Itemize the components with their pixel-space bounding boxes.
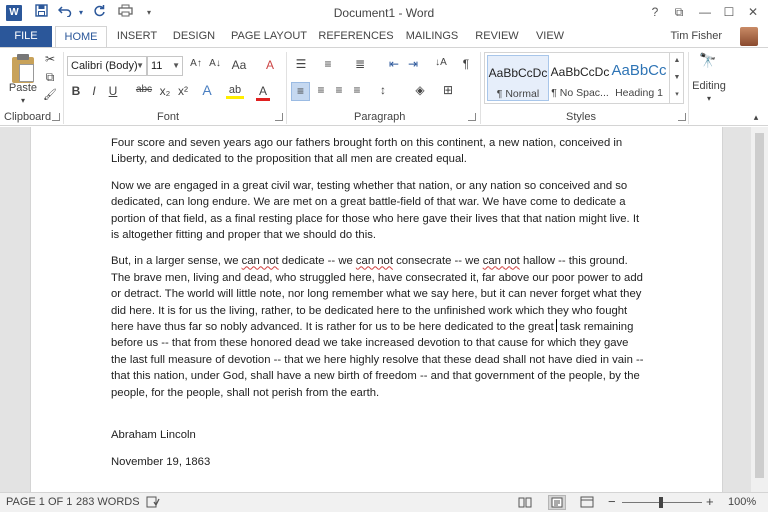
clipboard-launcher-icon[interactable] — [52, 113, 60, 121]
document-page[interactable] — [30, 127, 723, 492]
styles-down-icon[interactable]: ▼ — [673, 74, 681, 81]
paragraph-3: But, in a larger sense, we can not dedicate -- we can not consecrate -- we can not hallow -- this ground. The brave men, living and dead, who struggled here, have consecrated it, far above our poor power to add or detract. The world will little note, nor long remember what we say here, but it can never forget what they did here. It is for us the living, rather, to be dedicated here to the unfinished work which they who fought here have thus far so nobly advanced. It is rather for us to be here dedicated to the great task remaining before us -- that from these honored dead we take increased devotion to that cause for which they gave the last full measure of devotion -- that we here highly resolve that these dead shall not have died in vain -- that this nation, under God, shall have a new birth of freedom -- and that government of the people, by the people, for the people, shall not perish from the earth. — [111, 255, 644, 399]
paste-button[interactable]: Paste — [8, 82, 38, 94]
zoom-slider-thumb[interactable] — [659, 497, 663, 508]
bold-button[interactable]: B — [71, 84, 81, 98]
superscript-button[interactable]: x² — [178, 84, 188, 98]
tab-references[interactable]: REFERENCES — [318, 30, 394, 42]
paragraph-1: Four score and seven years ago our fathers brought forth on this continent, a new nation, conceived in Liberty, and dedicated to the proposition that all men are created equal. — [111, 137, 623, 166]
style-heading-1[interactable] — [611, 55, 667, 101]
misspelled-word[interactable]: can not — [355, 255, 393, 268]
group-divider — [688, 52, 689, 124]
underline-button[interactable]: U — [108, 84, 118, 98]
scrollbar-thumb[interactable] — [755, 133, 764, 478]
group-divider — [286, 52, 287, 124]
format-painter-icon[interactable]: 🖌 — [43, 89, 57, 101]
line-spacing-icon[interactable]: ↕ — [380, 83, 386, 97]
zoom-in-button[interactable]: + — [706, 494, 714, 509]
style-sample: AaBbCcDc — [488, 66, 548, 80]
cut-icon[interactable]: ✂ — [44, 52, 56, 66]
collapse-ribbon-icon[interactable]: ▴ — [753, 112, 759, 122]
tab-review[interactable]: REVIEW — [475, 30, 519, 42]
paragraph-launcher-icon[interactable] — [468, 113, 476, 121]
multilevel-list-icon[interactable]: ≣ — [354, 57, 366, 71]
decrease-indent-icon[interactable]: ⇤ — [388, 57, 400, 71]
font-size-value: 11 — [151, 60, 163, 72]
strikethrough-button[interactable]: abc — [135, 84, 153, 95]
increase-indent-icon[interactable]: ⇥ — [407, 57, 419, 71]
word-app-icon[interactable]: W — [6, 5, 22, 21]
signature: Abraham Lincoln — [111, 429, 196, 442]
document-area — [0, 127, 768, 492]
font-color-icon[interactable]: A — [256, 84, 270, 101]
sort-icon[interactable]: ↓A — [435, 57, 447, 68]
style-name: ¶ Normal — [496, 88, 540, 100]
styles-more-icon[interactable]: ▾ — [675, 91, 679, 98]
styles-group-label: Styles — [566, 111, 596, 123]
style-sample: AaBbCcDc — [550, 65, 610, 79]
font-name-combo[interactable]: Calibri (Body) ▼ — [67, 56, 147, 76]
tab-page-layout[interactable]: PAGE LAYOUT — [230, 30, 307, 42]
editing-button[interactable]: Editing — [692, 80, 726, 92]
ribbon-home — [0, 47, 768, 126]
font-group-label: Font — [157, 111, 180, 123]
tab-design[interactable]: DESIGN — [172, 30, 216, 42]
zoom-out-button[interactable]: − — [608, 494, 616, 509]
paste-dropdown-icon[interactable]: ▾ — [20, 96, 25, 105]
copy-icon[interactable]: ⧉ — [45, 70, 55, 84]
justify-button[interactable]: ≡ — [353, 83, 361, 97]
group-divider — [63, 52, 64, 124]
style-name: ¶ No Spac... — [551, 87, 609, 99]
minimize-button[interactable]: — — [699, 5, 711, 19]
date: November 19, 1863 — [111, 455, 211, 468]
ribbon-tabs — [0, 26, 768, 47]
editing-dropdown-icon[interactable]: ▾ — [706, 94, 711, 103]
misspelled-word[interactable]: can not — [482, 255, 520, 268]
align-right-button[interactable]: ≡ — [335, 83, 343, 97]
show-formatting-marks-icon[interactable]: ¶ — [462, 57, 470, 71]
text-effects-icon[interactable]: A — [202, 82, 212, 98]
document-body[interactable] — [111, 135, 646, 480]
tab-view[interactable]: VIEW — [535, 30, 565, 42]
center-button[interactable]: ≡ — [317, 83, 325, 97]
grow-font-icon[interactable]: A↑ — [190, 58, 202, 69]
style-sample: AaBbCc — [611, 62, 667, 79]
zoom-level[interactable]: 100% — [728, 496, 757, 508]
shrink-font-icon[interactable]: A↓ — [209, 58, 221, 69]
binoculars-icon[interactable]: 🔭 — [699, 52, 717, 68]
font-launcher-icon[interactable] — [275, 113, 283, 121]
ribbon-display-options-icon[interactable]: ⧉ — [674, 5, 684, 19]
vertical-scrollbar[interactable] — [751, 127, 768, 492]
web-layout-icon[interactable] — [580, 496, 594, 511]
subscript-button[interactable]: x₂ — [159, 84, 171, 98]
clipboard-group-label: Clipboard — [4, 111, 52, 123]
highlight-icon[interactable]: ab — [226, 84, 244, 99]
shading-icon[interactable]: ◈ — [415, 83, 425, 97]
maximize-button[interactable]: ☐ — [723, 5, 735, 19]
paste-icon[interactable] — [10, 54, 36, 84]
italic-button[interactable]: I — [92, 84, 96, 98]
customize-qat-icon[interactable]: ▾ — [146, 8, 151, 17]
tab-file[interactable]: FILE — [0, 26, 52, 47]
borders-icon[interactable]: ⊞ — [442, 83, 454, 97]
page-count[interactable]: PAGE 1 OF 1 — [6, 496, 73, 508]
font-size-combo[interactable]: 11 ▼ — [147, 56, 183, 76]
clear-formatting-icon[interactable]: A — [265, 58, 274, 72]
close-button[interactable]: ✕ — [747, 5, 759, 19]
title-bar — [0, 0, 768, 26]
paragraph-group-label: Paragraph — [354, 111, 406, 123]
styles-gallery — [484, 52, 684, 104]
font-name-value: Calibri (Body) — [71, 60, 138, 72]
change-case-button[interactable]: Aa — [231, 58, 247, 72]
tab-mailings[interactable]: MAILINGS — [405, 30, 459, 42]
word-count[interactable]: 283 WORDS — [76, 496, 140, 508]
help-button[interactable]: ? — [651, 5, 659, 19]
group-divider — [480, 52, 481, 124]
user-name[interactable]: Tim Fisher — [670, 30, 722, 42]
read-mode-icon[interactable] — [518, 496, 532, 511]
status-bar — [0, 492, 768, 512]
style-normal[interactable] — [487, 55, 549, 101]
style-no-spacing[interactable] — [549, 55, 611, 101]
avatar[interactable] — [740, 27, 758, 46]
align-left-button[interactable]: ≡ — [291, 82, 310, 101]
undo-dropdown-icon[interactable]: ▾ — [78, 8, 83, 17]
styles-scroll — [669, 52, 684, 104]
style-name: Heading 1 — [615, 87, 663, 99]
styles-launcher-icon[interactable] — [678, 113, 686, 121]
misspelled-word[interactable]: can not — [241, 255, 279, 268]
print-layout-icon[interactable] — [548, 495, 566, 510]
numbering-icon[interactable]: ≡ — [324, 57, 332, 71]
proofing-icon[interactable] — [146, 496, 160, 511]
bullets-icon[interactable]: ☰ — [295, 57, 307, 71]
paragraph-2: Now we are engaged in a great civil war, testing whether that nation, or any nation so conceived and so dedicated, can long endure. We are met on a great battle-field of that war. We have come to dedicate a portion of that field, as a final resting place for those who here gave their lives that that nation might live. It is altogether fitting and proper that we should do this. — [111, 179, 640, 242]
tab-insert[interactable]: INSERT — [116, 30, 158, 42]
window-title: Document1 - Word — [333, 6, 435, 20]
styles-up-icon[interactable]: ▲ — [673, 57, 681, 64]
tab-home[interactable]: HOME — [55, 26, 107, 48]
